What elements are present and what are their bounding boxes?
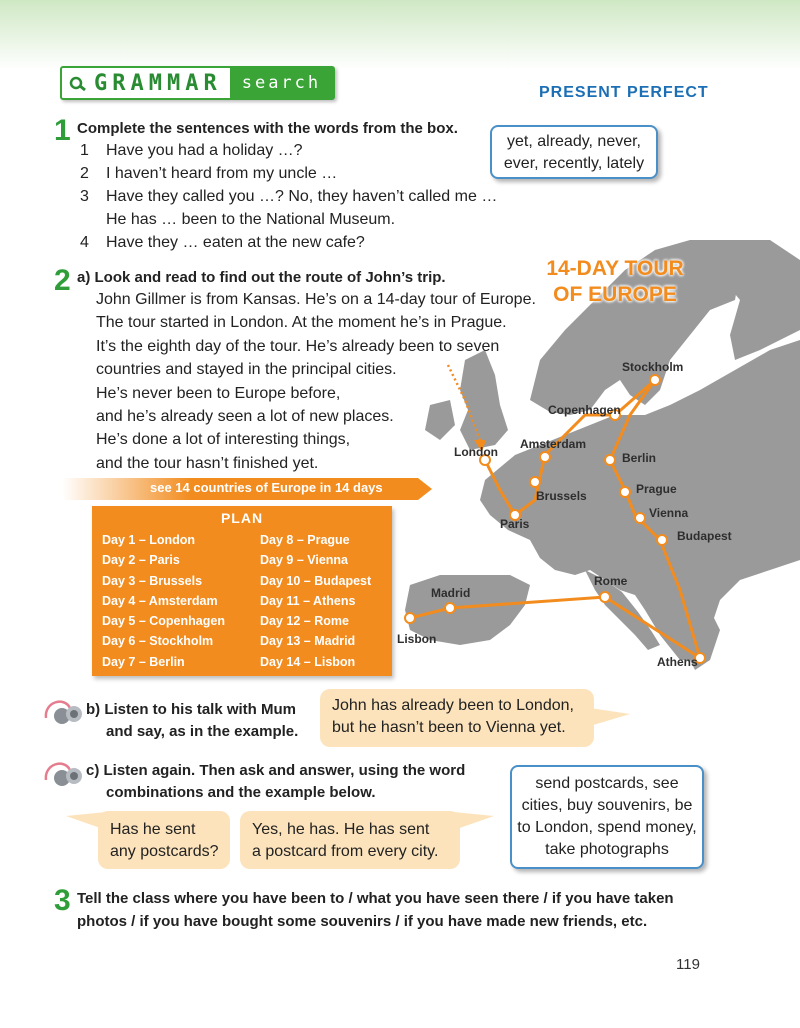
page-number: 119 [676, 956, 700, 973]
city-label-madrid: Madrid [431, 586, 471, 600]
top-green-band [0, 0, 800, 70]
plan-column-right [260, 530, 371, 672]
word-box-1: yet, already, never, ever, recently, lately [490, 125, 658, 179]
route-point-amsterdam [540, 452, 550, 462]
plan-day: Day 1 – London [102, 533, 196, 547]
city-label-brussels: Brussels [536, 489, 587, 503]
route-point-madrid [445, 603, 455, 613]
city-label-vienna: Vienna [649, 506, 689, 520]
plan-title: PLAN [220, 510, 264, 526]
word-box-2: send postcards, see cities, buy souvenirs, be to London, spend money, take photographs [510, 765, 704, 869]
sentence-line: 3 Have they called you …? No, they haven’t called me … [80, 188, 498, 205]
task-2c-title: c) Listen again. Then ask and answer, using the word combinations and the example below. [86, 762, 466, 801]
speech-bubble-answer: Yes, he has. He has sent a postcard from every city. [240, 811, 460, 869]
city-label-london: London [454, 445, 498, 459]
plan-day: Day 5 – Copenhagen [102, 614, 225, 629]
city-label-berlin: Berlin [622, 451, 657, 465]
plan-day: Day 3 – Brussels [102, 573, 203, 588]
plan-day: Day 12 – Rome [260, 614, 349, 629]
headphones-icon [40, 694, 84, 730]
city-label-stockholm: Stockholm [622, 360, 684, 374]
route-point-budapest [657, 535, 667, 545]
speech-bubble-b: John has already been to London, but he hasn’t been to Vienna yet. [320, 689, 594, 747]
city-label-paris: Paris [500, 517, 530, 531]
plan-day: Day 2 – Paris [102, 553, 180, 568]
arrow-label: see 14 countries of Europe in 14 days [150, 480, 383, 495]
magnifier-icon [68, 72, 90, 94]
plan-day: Day 9 – Vienna [260, 553, 349, 568]
route-point-rome [600, 592, 610, 602]
sentence-line: 4 Have they … eaten at the new cafe? [80, 234, 365, 251]
tour-title: 14-DAY TOUR OF EUROPE [546, 257, 684, 306]
route-point-lisbon [405, 613, 415, 623]
plan-column-left [102, 530, 225, 672]
route-point-brussels [530, 477, 540, 487]
city-label-amsterdam: Amsterdam [520, 437, 587, 451]
john-paragraph: John Gillmer is from Kansas. He’s on a 14-day tour of Europe. The tour started in London. At the moment he’s in Prague. It’s the eighth day of the tour. He’s already been to seven countries and stayed in the principal cities. He’s never been to Europe before, and he’s already seen a lot of new places. He’s done a lot of interesting things, and the tour hasn’t finished yet. [96, 291, 536, 472]
city-label-athens: Athens [657, 655, 698, 669]
plan-day: Day 11 – Athens [260, 593, 356, 608]
grammar-label: GRAMMAR [94, 70, 222, 96]
plan-box [92, 506, 392, 676]
plan-day: Day 13 – Madrid [260, 634, 356, 649]
task-3-number: 3 [54, 884, 71, 917]
plan-day: Day 14 – Lisbon [260, 654, 356, 669]
sentence-line: He has … been to the National Museum. [106, 211, 396, 228]
task-3-text: Tell the class where you have been to / what you have seen there / if you have taken photos / if you have bought some souvenirs / if you have made new friends, etc. [77, 890, 674, 930]
plan-day: Day 10 – Budapest [260, 573, 372, 588]
route-point-berlin [605, 455, 615, 465]
city-label-budapest: Budapest [677, 529, 732, 543]
city-label-lisbon: Lisbon [397, 632, 437, 646]
route-point-vienna [635, 513, 645, 523]
route-point-stockholm [650, 375, 660, 385]
speech-tail [454, 812, 494, 832]
city-label-prague: Prague [636, 482, 677, 496]
grammar-search-header [60, 66, 335, 100]
search-label: search [230, 68, 333, 98]
task-2-number: 2 [54, 264, 71, 297]
task-1-title: Complete the sentences with the words from the box. [77, 120, 458, 137]
route-point-prague [620, 487, 630, 497]
city-label-rome: Rome [594, 574, 628, 588]
speech-tail [590, 708, 630, 728]
plan-day: Day 7 – Berlin [102, 654, 185, 669]
headphones-icon [40, 756, 84, 792]
plan-day: Day 4 – Amsterdam [102, 593, 218, 608]
task-1-number: 1 [54, 114, 71, 147]
speech-bubble-question: Has he sent any postcards? [98, 811, 230, 869]
task-2a-title: a) Look and read to find out the route of John’s trip. [77, 269, 446, 286]
section-title: PRESENT PERFECT [539, 84, 709, 101]
sentence-line: 1 Have you had a holiday …? [80, 142, 303, 159]
task-2b-title: b) Listen to his talk with Mum and say, as in the example. [86, 701, 299, 740]
grammar-search-box [60, 66, 335, 100]
plan-day: Day 8 – Prague [260, 533, 350, 547]
sentence-line: 2 I haven’t heard from my uncle … [80, 165, 338, 182]
city-label-copenhagen: Copenhagen [548, 403, 621, 417]
plan-day: Day 6 – Stockholm [102, 634, 214, 649]
